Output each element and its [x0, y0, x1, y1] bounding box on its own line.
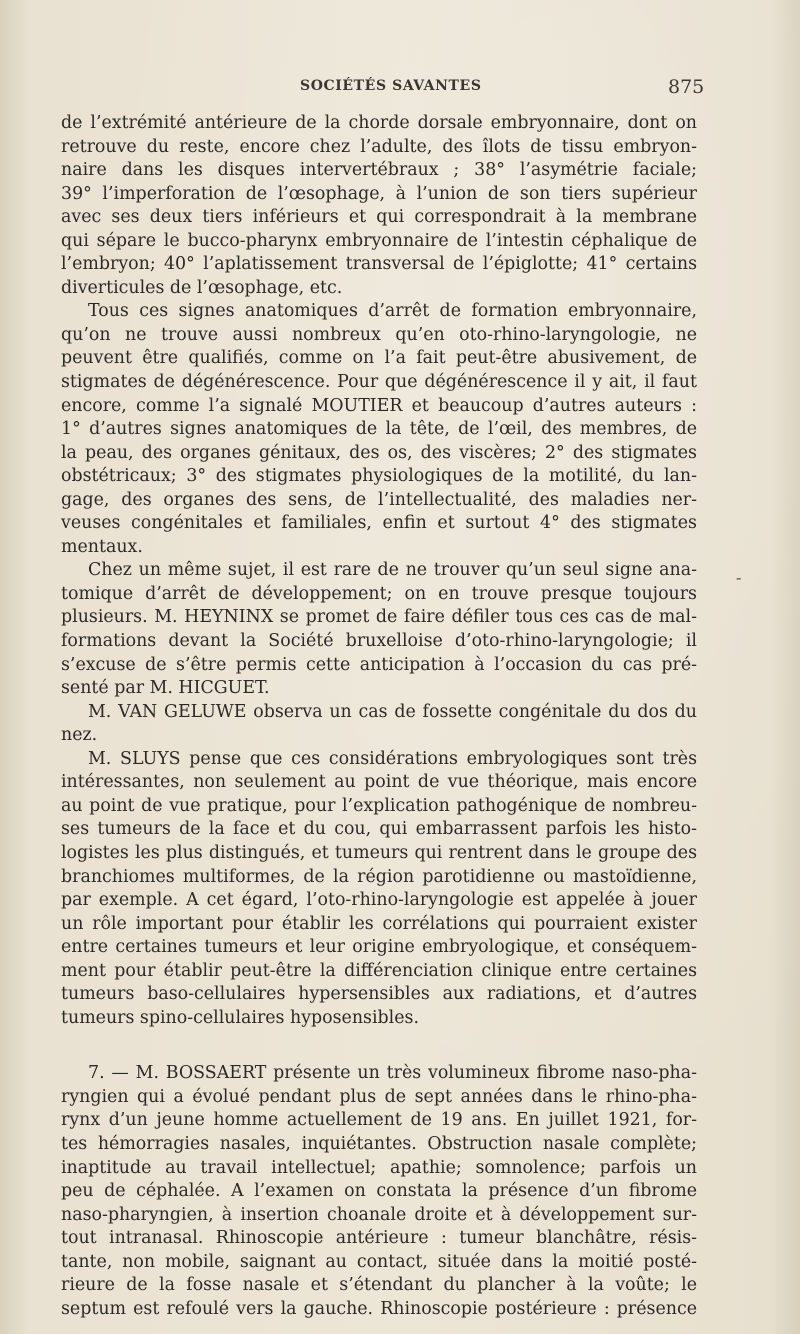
text-line: nez.: [61, 725, 98, 746]
text-line: diverticules de l’œsophage, etc.: [61, 277, 343, 298]
text-line: par exemple. A cet égard, l’oto-rhino-laryngologie est appelée à jouer: [61, 890, 697, 911]
text-line: ses tumeurs de la face et du cou, qui embarrassent parfois les histo-: [61, 819, 697, 840]
text-line: la peau, des organes génitaux, des os, des viscères; 2° des stigmates: [61, 442, 697, 463]
text-line: tumeurs baso-cellulaires hypersensibles aux radiations, et d’autres: [61, 984, 697, 1005]
text-line: Chez un même sujet, il est rare de ne trouver qu’un seul signe ana-: [88, 560, 697, 581]
page-header: [0, 76, 800, 104]
para-sluys: [61, 748, 697, 1031]
text-line: logistes les plus distingués, et tumeurs qui rentrent dans le groupe des: [61, 842, 697, 863]
text-line: tout intranasal. Rhinoscopie antérieure : tumeur blanchâtre, résis-: [61, 1228, 697, 1249]
text-line: intéressantes, non seulement au point de vue théorique, mais encore: [61, 772, 697, 793]
page-number: 875: [668, 76, 705, 98]
text-line: au point de vue pratique, pour l’explication pathogénique de nombreu-: [61, 795, 697, 816]
text-line: plusieurs. M. HEYNINX se promet de faire défiler tous ces cas de mal-: [61, 607, 697, 628]
text-line: Tous ces signes anatomiques d’arrêt de formation embryonnaire,: [88, 301, 697, 322]
text-line: M. VAN GELUWE observa un cas de fossette congénitale du dos du: [88, 701, 697, 722]
text-line: tante, non mobile, saignant au contact, située dans la moitié posté-: [61, 1251, 697, 1272]
text-line: inaptitude au travail intellectuel; apathie; somnolence; parfois un: [61, 1157, 697, 1178]
text-line: rynx d’un jeune homme actuellement de 19 ans. En juillet 1921, for-: [61, 1110, 697, 1131]
text-line: senté par M. HICGUET.: [61, 678, 270, 699]
text-line: avec ses deux tiers inférieurs et qui correspondrait à la membrane: [61, 207, 697, 228]
text-line: s’excuse de s’être permis cette anticipation à l’occasion du cas pré-: [61, 654, 697, 675]
running-head: SOCIÉTÉS SAVANTES: [300, 78, 482, 94]
text-line: branchiomes multiformes, de la région parotidienne ou mastoïdienne,: [61, 866, 697, 887]
text-line: qu’on ne trouve aussi nombreux qu’en oto-rhino-laryngologie, ne: [61, 324, 697, 345]
text-line: veuses congénitales et familiales, enfin et surtout 4° des stigmates: [61, 513, 697, 534]
text-line: rieure de la fosse nasale et s’étendant du plancher à la voûte; le: [61, 1275, 697, 1296]
text-line: peuvent être qualifiés, comme on l’a fait peut-être abusivement, de: [61, 348, 697, 369]
text-line: naire dans les disques intervertébraux ; 38° l’asymétrie faciale;: [61, 160, 697, 181]
para-signes-anatomiques: [61, 300, 697, 559]
text-line: formations devant la Société bruxelloise d’oto-rhino-laryngologie; il: [61, 631, 697, 652]
text-line: naso-pharyngien, à insertion choanale droite et à développement sur-: [61, 1204, 697, 1225]
text-line: obstétricaux; 3° des stigmates physiologiques de la motilité, du lan-: [61, 466, 697, 487]
text-line: tes hémorragies nasales, inquiétantes. Obstruction nasale complète;: [61, 1133, 697, 1154]
para-bossaert: [61, 1062, 697, 1321]
text-line: tumeurs spino-cellulaires hyposensibles.: [61, 1007, 419, 1028]
text-line: ment pour établir peut-être la différenciation clinique entre certaines: [61, 960, 697, 981]
text-line: un rôle important pour établir les corrélations qui pourraient exister: [61, 913, 697, 934]
text-line: peu de céphalée. A l’examen on constata la présence d’un fibrome: [61, 1181, 697, 1202]
text-line: entre certaines tumeurs et leur origine embryologique, et conséquem-: [61, 937, 697, 958]
text-line: stigmates de dégénérescence. Pour que dégénérescence il y ait, il faut: [61, 372, 697, 393]
text-line: l’embryon; 40° l’aplatissement transversal de l’épiglotte; 41° certains: [61, 254, 697, 275]
text-line: M. SLUYS pense que ces considérations embryologiques sont très: [88, 748, 697, 769]
text-line: mentaux.: [61, 536, 143, 557]
text-line: encore, comme l’a signalé MOUTIER et beaucoup d’autres auteurs :: [61, 395, 697, 416]
text-line: de l’extrémité antérieure de la chorde dorsale embryonnaire, dont on: [61, 113, 697, 133]
margin-mark: -: [736, 568, 742, 587]
para-stigmata-list-end: [61, 112, 697, 300]
text-line: qui sépare le bucco-pharynx embryonnaire de l’intestin céphalique de: [61, 230, 697, 251]
body-text: [61, 112, 697, 1321]
para-meme-sujet: [61, 559, 697, 700]
text-line: gage, des organes des sens, de l’intellectualité, des maladies ner-: [61, 489, 697, 510]
text-line: tomique d’arrêt de développement; on en trouve presque toujours: [61, 583, 697, 604]
text-line: septum est refoulé vers la gauche. Rhinoscopie postérieure : présence: [61, 1298, 697, 1319]
section-gap: [61, 1030, 697, 1062]
text-line: 39° l’imperforation de l’œsophage, à l’union de son tiers supérieur: [61, 183, 697, 204]
text-line: 1° d’autres signes anatomiques de la tête, de l’œil, des membres, de: [61, 419, 697, 440]
text-line: ryngien qui a évolué pendant plus de sept années dans le rhino-pha-: [61, 1086, 697, 1107]
text-line: 7. — M. BOSSAERT présente un très volumineux fibrome naso-pha-: [88, 1063, 697, 1084]
text-line: retrouve du reste, encore chez l’adulte, des îlots de tissu embryon-: [61, 136, 697, 157]
para-van-geluwe: [61, 701, 697, 748]
